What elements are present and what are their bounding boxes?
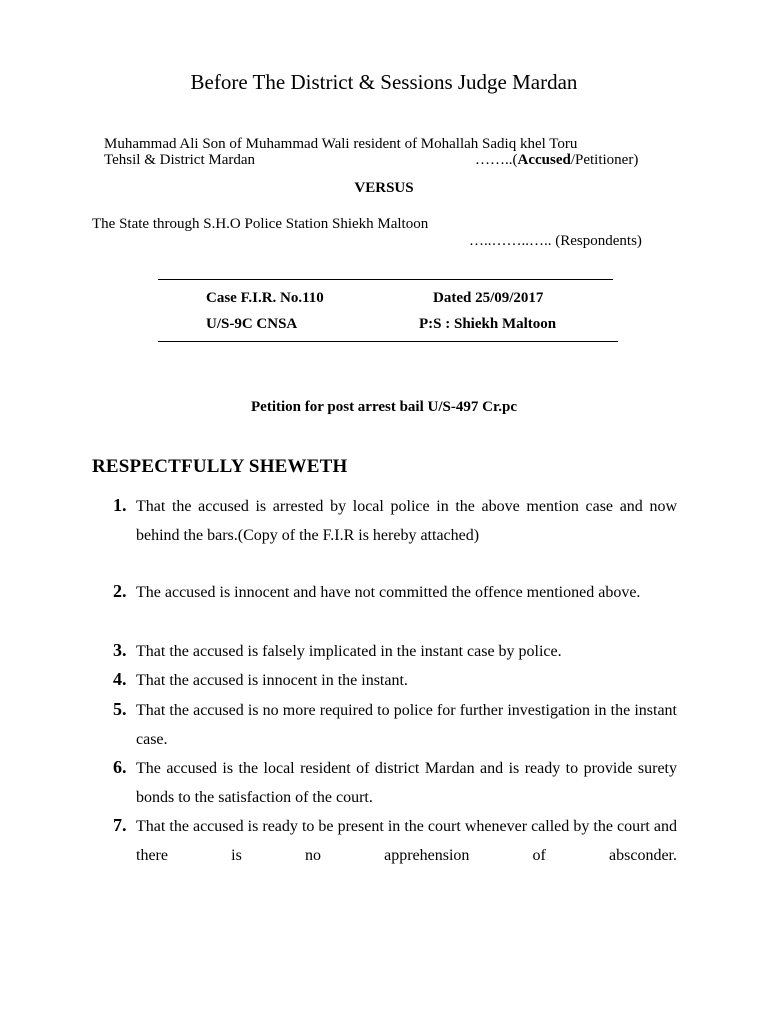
para-text: That the accused is arrested by local police in the above mention case and now behind the bars.(Copy of the F.I.R is hereby attached) (136, 498, 677, 544)
versus-label: VERSUS (354, 180, 414, 196)
case-box-bottom-rule (158, 341, 618, 342)
para-text: That the accused is ready to be present in the court whenever called by the court and there is no apprehension of absconder. (136, 818, 677, 864)
respondent-line-1: The State through S.H.O Police Station Shiekh Maltoon (92, 216, 429, 232)
section-heading: RESPECTFULLY SHEWETH (92, 456, 348, 477)
role-prefix: ……..( (475, 152, 518, 168)
para-number: 3. (113, 640, 127, 660)
para-number: 4. (113, 669, 127, 689)
para-number: 7. (113, 815, 127, 835)
role-accused: Accused (517, 152, 571, 168)
para-text: The accused is the local resident of district Mardan and is ready to provide surety bonds to the satisfaction of the court. (136, 760, 677, 806)
case-date: Dated 25/09/2017 (433, 290, 544, 306)
petition-title: Petition for post arrest bail U/S-497 Cr.pc (251, 399, 517, 415)
para-number: 6. (113, 757, 127, 777)
case-police-station: P:S : Shiekh Maltoon (419, 316, 557, 332)
respondent-line-2: …..……..….. (Respondents) (469, 233, 642, 249)
para-text: That the accused is innocent in the instant. (136, 672, 408, 689)
petitioner-role (475, 152, 638, 169)
para-number: 2. (113, 581, 127, 601)
para-number: 5. (113, 699, 127, 719)
para-text: That the accused is falsely implicated in the instant case by police. (136, 643, 562, 660)
case-box-top-rule (158, 279, 613, 280)
para-number: 1. (113, 495, 127, 515)
petitioner-line-1: Muhammad Ali Son of Muhammad Wali resident of Mohallah Sadiq khel Toru (104, 136, 578, 152)
case-section: U/S-9C CNSA (206, 316, 298, 332)
para-text: That the accused is no more required to police for further investigation in the instant case. (136, 702, 677, 748)
role-suffix: /Petitioner) (570, 152, 639, 168)
case-fir-number: Case F.I.R. No.110 (206, 290, 324, 306)
petitioner-line-2: Tehsil & District Mardan (104, 152, 256, 168)
para-text: The accused is innocent and have not committed the offence mentioned above. (136, 584, 641, 601)
court-title: Before The District & Sessions Judge Mardan (190, 70, 578, 94)
